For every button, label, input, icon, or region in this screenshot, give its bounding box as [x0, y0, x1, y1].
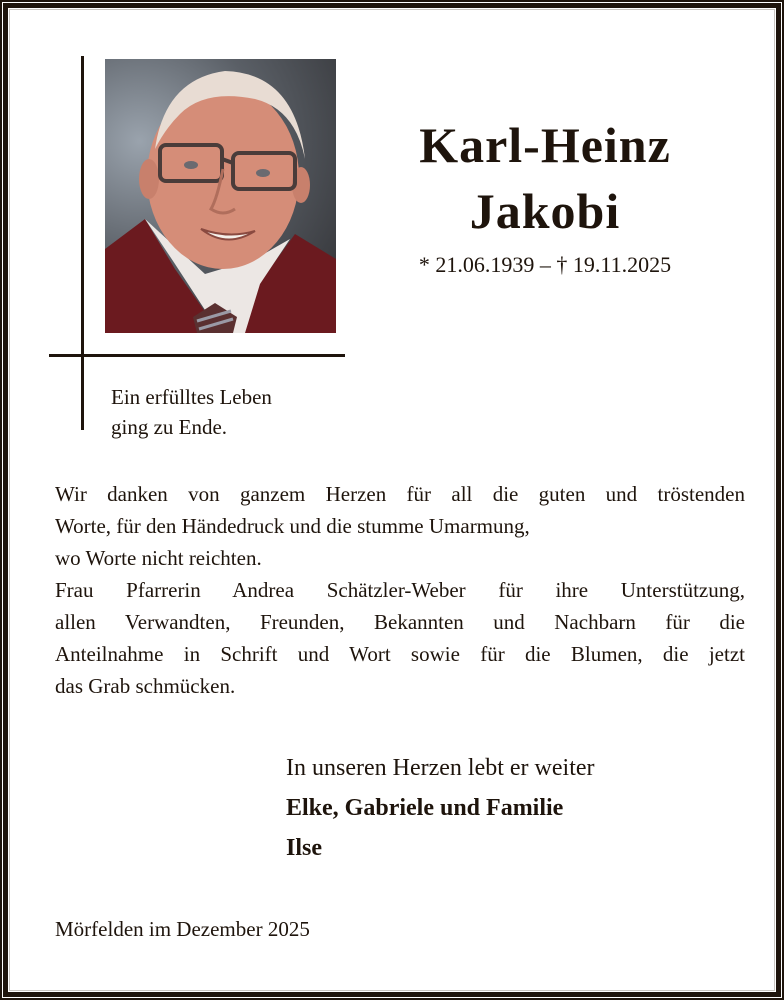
thanks-line: Anteilnahme in Schrift und Wort sowie für die Blumen, die jetzt [55, 642, 745, 666]
place-and-date: Mörfelden im Dezember 2025 [55, 917, 310, 941]
thanks-text [55, 478, 745, 702]
motto [111, 382, 272, 442]
portrait-photo-icon [105, 59, 336, 333]
portrait-photo [105, 59, 336, 333]
thanks-line: Frau Pfarrerin Andrea Schätzler-Weber für ihre Unterstützung, [55, 578, 745, 602]
cross-horizontal-line [49, 354, 345, 357]
thanks-line: das Grab schmücken. [55, 674, 236, 698]
deceased-last-name: Jakobi [469, 183, 621, 239]
signature-names [286, 788, 563, 868]
thanks-line: Wir danken von ganzem Herzen für all die guten und tröstenden [55, 482, 745, 506]
motto-line: ging zu Ende. [111, 415, 228, 439]
thanks-line: allen Verwandten, Freunden, Bekannten und Nachbarn für die [55, 610, 745, 634]
life-dates: * 21.06.1939 – † 19.11.2025 [418, 252, 672, 277]
signature-intro: In unseren Herzen lebt er weiter [286, 755, 595, 781]
deceased-first-name: Karl-Heinz [419, 117, 671, 173]
cross-vertical-line [81, 56, 84, 430]
thanks-line: Worte, für den Händedruck und die stumme Umarmung, [55, 514, 530, 538]
signature-name-line: Ilse [286, 835, 322, 861]
signature-name-line: Elke, Gabriele und Familie [286, 795, 564, 821]
motto-line: Ein erfülltes Leben [111, 385, 272, 409]
deceased-name [380, 112, 710, 244]
thanks-line: wo Worte nicht reichten. [55, 546, 262, 570]
